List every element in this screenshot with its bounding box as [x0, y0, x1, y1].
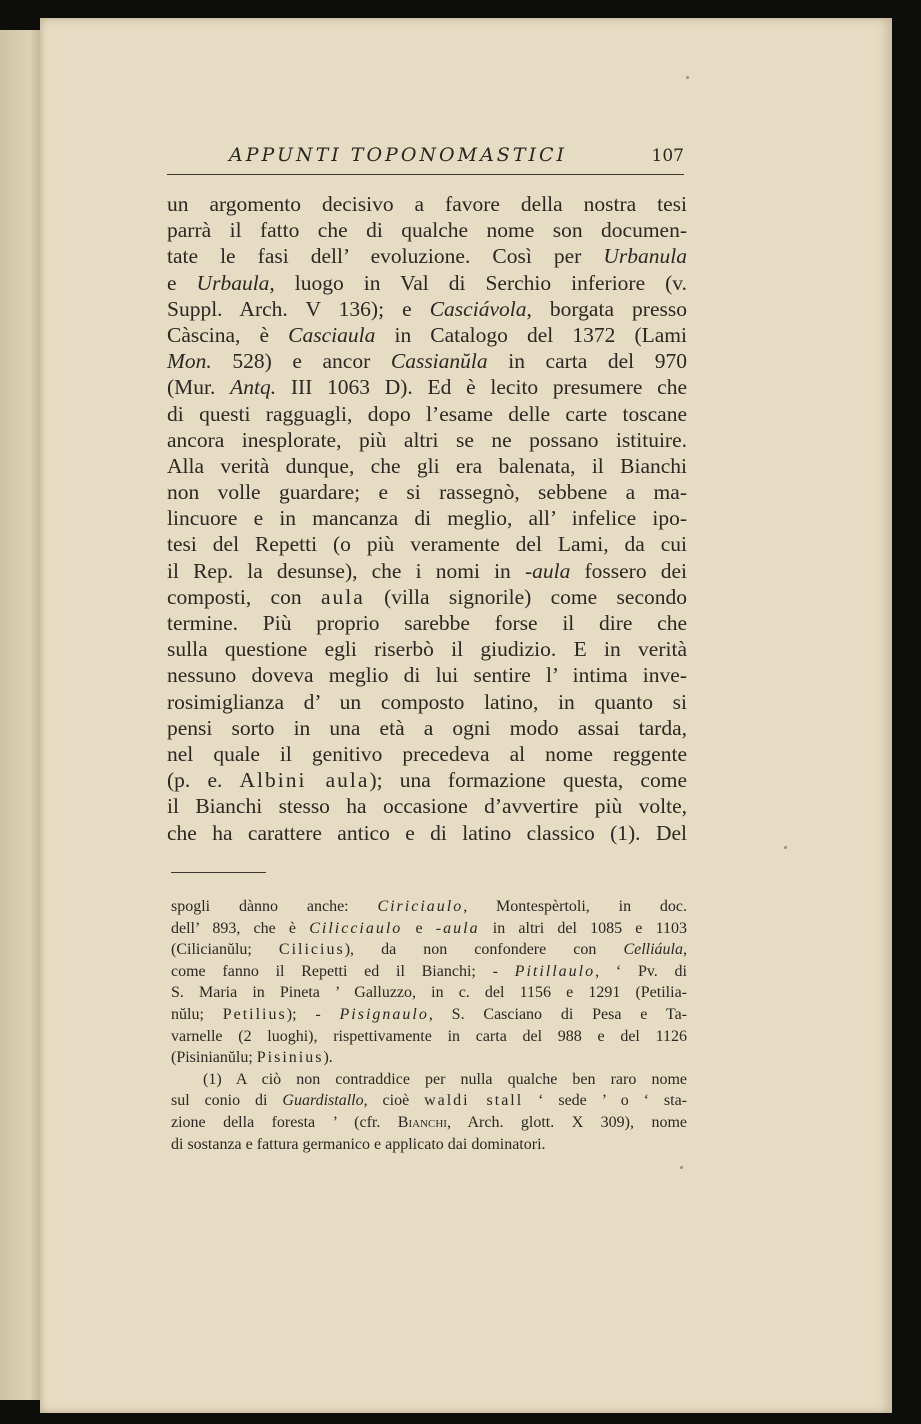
- text-run: e: [167, 270, 197, 295]
- paper-speck: [686, 76, 689, 79]
- text-run: sul conio di: [171, 1092, 283, 1110]
- text-run: di sostanza e fattura germanico e applicato dai dominatori.: [171, 1135, 546, 1153]
- text-run: 528) e ancor: [211, 349, 391, 374]
- footnotes: [171, 896, 687, 1155]
- text-run: varnelle (2 luoghi), rispettivamente in carta del 988 e del 1126: [171, 1027, 687, 1045]
- running-header: [229, 142, 684, 172]
- text-run: nŭlu;: [171, 1005, 223, 1023]
- text-line: [167, 191, 687, 217]
- text-run: parrà il fatto che di qualche nome son documen-: [167, 218, 687, 243]
- italic-term: -aula: [524, 558, 571, 583]
- text-run: in carta del 970: [487, 349, 687, 374]
- text-run: , S. Casciano di Pesa e Ta-: [428, 1005, 688, 1023]
- text-run: lincuore e in mancanza di meglio, all’ infelice ipo-: [167, 506, 687, 531]
- footnote-line: [171, 1026, 687, 1048]
- text-line: [167, 715, 687, 741]
- text-line: [167, 820, 687, 846]
- footnote-line: [171, 1047, 687, 1069]
- text-line: [167, 243, 687, 269]
- italic-term: Mon.: [167, 349, 212, 374]
- text-line: [167, 531, 687, 557]
- italic-term: Pitillaulo: [514, 962, 596, 980]
- italic-term: Casciaula: [288, 322, 376, 347]
- text-run: (Pisinianŭlu;: [171, 1049, 257, 1067]
- italic-term: Urbaula: [196, 270, 270, 295]
- text-run: non volle guardare; e si rassegnò, sebbene a ma-: [167, 480, 687, 505]
- text-run: di questi ragguagli, dopo l’esame delle carte toscane: [167, 401, 687, 426]
- spaced-term: Albini aula: [239, 768, 370, 793]
- text-run: fossero dei: [570, 558, 687, 583]
- text-run: tesi del Repetti (o più veramente del Lami, da cui: [167, 532, 687, 557]
- text-run: come fanno il Repetti ed il Bianchi; -: [171, 962, 515, 980]
- paper-speck: [784, 846, 787, 849]
- text-run: Càscina, è: [167, 322, 289, 347]
- italic-term: Urbanula: [603, 244, 687, 269]
- text-line: [167, 374, 687, 400]
- italic-term: Cassianŭla: [390, 349, 488, 374]
- text-run: nessuno doveva meglio di lui sentire l’ intima inve-: [167, 663, 687, 688]
- text-run: e: [402, 919, 436, 937]
- text-run: ancora inesplorate, più altri se ne possano istituire.: [167, 427, 687, 452]
- text-line: [167, 584, 687, 610]
- text-run: , luogo in Val di Serchio inferiore (v.: [269, 270, 687, 295]
- spaced-term: Cilicius: [278, 941, 345, 959]
- text-run: ‘ sede ’ o ‘ sta-: [523, 1092, 687, 1110]
- footnote-line: [171, 982, 687, 1004]
- paper-speck: [680, 1166, 683, 1169]
- page-number: 107: [651, 146, 684, 166]
- header-rule: [167, 174, 684, 175]
- text-run: un argomento decisivo a favore della nostra tesi: [167, 192, 687, 216]
- footnote-rule: [171, 872, 266, 873]
- small-caps-name: Bianchi: [397, 1113, 447, 1131]
- italic-term: Casciávola: [429, 296, 527, 321]
- italic-term: Celliáula: [623, 941, 683, 959]
- text-line: [167, 479, 687, 505]
- text-run: Suppl. Arch. V 136); e: [167, 296, 430, 321]
- text-run: (p. e.: [167, 768, 240, 793]
- text-line: [167, 270, 687, 296]
- text-line: [167, 558, 687, 584]
- text-run: , borgata presso: [526, 296, 687, 321]
- text-run: che ha carattere antico e di latino classico (1). Del: [167, 820, 687, 845]
- text-run: ,: [683, 941, 687, 959]
- text-run: (Cilicianŭlu;: [171, 941, 279, 959]
- footnote-line: [171, 939, 687, 961]
- text-line: [167, 505, 687, 531]
- text-run: spogli dànno anche:: [171, 898, 378, 915]
- text-line: [167, 296, 687, 322]
- text-run: Alla verità dunque, che gli era balenata, il Bianchi: [167, 453, 687, 478]
- footnote-line: [171, 918, 687, 940]
- text-line: [167, 741, 687, 767]
- text-run: ); -: [286, 1005, 340, 1023]
- italic-term: Cilicciaulo: [309, 919, 403, 937]
- spaced-term: Pisinius: [256, 1049, 324, 1067]
- text-run: S. Maria in Pineta ’ Galluzzo, in c. del 1156 e 1291 (Petilia-: [171, 984, 687, 1002]
- running-title: APPUNTI TOPONOMASTICI: [229, 144, 568, 166]
- italic-term: Ciriciaulo: [377, 898, 464, 915]
- italic-term: -aula: [435, 919, 480, 937]
- text-run: (Mur.: [167, 375, 231, 400]
- text-run: in altri del 1085 e 1103: [479, 919, 687, 937]
- text-run: dell’ 893, che è: [171, 919, 310, 937]
- text-run: zione della foresta ’ (cfr.: [171, 1113, 398, 1131]
- text-run: tate le fasi dell’ evoluzione. Così per: [167, 244, 604, 269]
- text-line: [167, 401, 687, 427]
- text-run: termine. Più proprio sarebbe forse il dire che: [167, 611, 687, 635]
- text-run: (villa signorile) come secondo: [364, 584, 687, 609]
- footnote-line: [171, 1134, 687, 1156]
- spaced-term: Petilius: [222, 1005, 287, 1023]
- text-run: composti, con: [167, 584, 321, 609]
- text-run: in Catalogo del 1372 (Lami: [375, 322, 687, 347]
- main-text: [167, 191, 687, 846]
- footnote-line: [171, 1004, 687, 1026]
- text-line: [167, 767, 687, 793]
- italic-term: Guardistallo: [282, 1092, 364, 1110]
- footnote-line: [171, 961, 687, 983]
- text-run: rosimiglianza d’ un composto latino, in quanto si: [167, 689, 687, 714]
- text-run: il Rep. la desunse), che i nomi in: [167, 558, 525, 583]
- text-run: pensi sorto in una età a ogni modo assai tarda,: [167, 715, 687, 740]
- text-run: , cioè: [363, 1092, 425, 1110]
- text-line: [167, 453, 687, 479]
- text-run: sulla questione egli riserbò il giudizio. E in verità: [167, 637, 687, 662]
- text-line: [167, 217, 687, 243]
- spaced-term: waldi stall: [424, 1092, 524, 1110]
- text-line: [167, 689, 687, 715]
- footnote-line: [171, 1069, 687, 1091]
- spaced-term: aula: [320, 584, 365, 609]
- text-line: [167, 793, 687, 819]
- previous-page-edge: [0, 30, 42, 1400]
- text-line: [167, 610, 687, 636]
- footnote-line: [171, 896, 687, 918]
- text-line: [167, 636, 687, 662]
- text-run: il Bianchi stesso ha occasione d’avvertire più volte,: [167, 794, 687, 819]
- text-line: [167, 662, 687, 688]
- footnote-line: [171, 1090, 687, 1112]
- text-run: ).: [323, 1049, 333, 1067]
- italic-term: Antq.: [230, 375, 277, 400]
- footnote-line: [171, 1112, 687, 1134]
- text-run: III 1063 D). Ed è lecito presumere che: [276, 375, 687, 400]
- text-run: (1) A ciò non contraddice per nulla qualche ben raro nome: [203, 1070, 687, 1088]
- text-line: [167, 322, 687, 348]
- text-run: ), da non confondere con: [344, 941, 624, 959]
- text-run: ); una formazione questa, come: [369, 768, 687, 793]
- text-run: , Montespèrtoli, in doc.: [463, 898, 688, 915]
- text-run: , Arch. glott. X 309), nome: [446, 1113, 687, 1131]
- italic-term: Pisignaulo: [339, 1005, 429, 1023]
- text-line: [167, 348, 687, 374]
- text-line: [167, 427, 687, 453]
- text-run: nel quale il genitivo precedeva al nome reggente: [167, 741, 687, 766]
- text-run: , ‘ Pv. di: [595, 962, 687, 980]
